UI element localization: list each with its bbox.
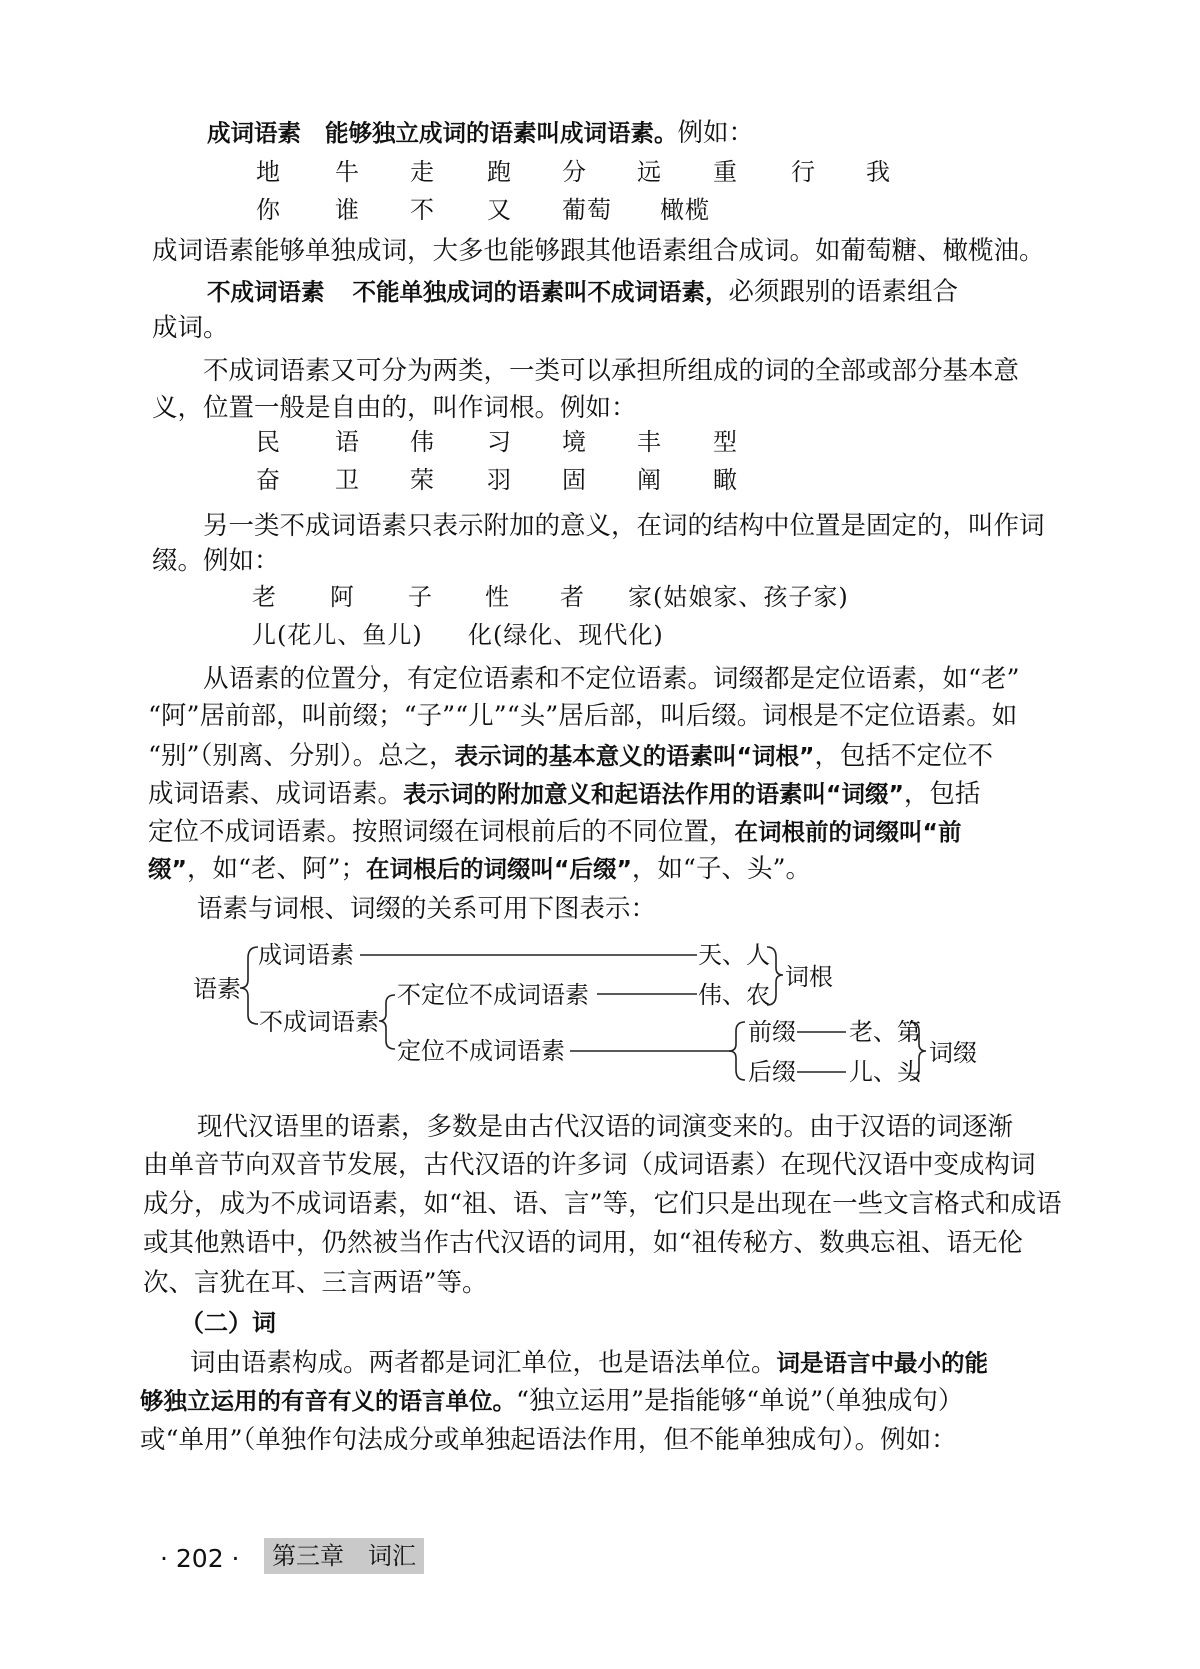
example-morpheme: 性 <box>485 583 510 611</box>
term-chengci: 成词语素 <box>207 119 301 147</box>
brace-root <box>240 947 258 1024</box>
example-morpheme: 走 <box>410 158 435 186</box>
example-morpheme: 型 <box>713 428 738 456</box>
diagram-dingwei: 定位不成词语素 <box>397 1037 565 1065</box>
text: 成词语素、成词语素。 <box>148 779 404 809</box>
text: 定位不成词语素。按照词缀在词根前后的不同位置， <box>148 817 735 847</box>
term-buchengci: 不成词语素 <box>207 278 325 306</box>
example-morpheme: 瞰 <box>713 466 738 494</box>
bold-text: 在词根前的词缀叫“前 <box>734 818 962 846</box>
diagram-suffix: 后缀 <box>748 1058 796 1086</box>
text: ，如“子、头”。 <box>631 854 811 884</box>
example-morpheme: 又 <box>487 196 512 224</box>
diagram-cizhui: 词缀 <box>929 1039 977 1067</box>
text: ，包括 <box>903 779 981 809</box>
diagram-suffix-example: 儿、头 <box>849 1058 921 1086</box>
diagram-chengci-example: 天、人 <box>698 941 770 969</box>
paragraph: 缀。例如： <box>152 546 280 576</box>
example-morpheme: 丰 <box>637 428 662 456</box>
example-morpheme: 境 <box>562 428 587 456</box>
chapter-label: 第三章 词汇 <box>264 1538 424 1574</box>
example-morpheme: 子 <box>408 583 433 611</box>
diagram-buchengci: 不成词语素 <box>259 1008 379 1036</box>
paragraph: 语素与词根、词缀的关系可用下图表示： <box>197 894 657 924</box>
paragraph: 次、言犹在耳、三言两语”等。 <box>143 1268 488 1298</box>
diagram-chengci: 成词语素 <box>258 941 354 969</box>
bold-text: 表示词的基本意义的语素叫“词根” <box>454 742 815 770</box>
diagram-root: 语素 <box>193 975 241 1003</box>
paragraph: 从语素的位置分，有定位语素和不定位语素。词缀都是定位语素，如“老” <box>203 664 1020 694</box>
example-morpheme: 重 <box>713 158 738 186</box>
paragraph: 不成词语素又可分为两类，一类可以承担所组成的词的全部或部分基本意 <box>203 356 1020 386</box>
example-morpheme: 牛 <box>335 158 360 186</box>
text: ，包括不定位不 <box>814 741 993 771</box>
bold-text: 词是语言中最小的能 <box>776 1349 989 1377</box>
text: 例如： <box>677 118 755 148</box>
text: “别”（别离、分别）。总之， <box>148 741 455 771</box>
example-morpheme: 固 <box>562 466 587 494</box>
section-heading: （二）词 <box>180 1309 276 1337</box>
bold-text: 在词根后的词缀叫“后缀” <box>366 855 632 883</box>
paragraph: 或其他熟语中，仍然被当作古代汉语的词用，如“祖传秘方、数典忘祖、语无伦 <box>143 1228 1024 1258</box>
example-morpheme: 葡萄 <box>562 196 612 224</box>
example-morpheme: 你 <box>256 196 281 224</box>
example-morpheme: 语 <box>335 428 360 456</box>
example-morpheme: 远 <box>637 158 662 186</box>
example-morpheme: 民 <box>256 428 281 456</box>
example-morpheme: 伟 <box>410 428 435 456</box>
paragraph: 另一类不成词语素只表示附加的意义，在词的结构中位置是固定的，叫作词 <box>203 511 1045 541</box>
paragraph <box>190 1347 988 1379</box>
paragraph: 成词语素能够单独成词，大多也能够跟其他语素组合成词。如葡萄糖、橄榄油。 <box>152 236 1045 266</box>
example-morpheme: 地 <box>256 158 281 186</box>
example-morpheme: 分 <box>562 158 587 186</box>
example-morpheme: 阐 <box>637 466 662 494</box>
paragraph: “阿”居前部，叫前缀；“子”“儿”“头”居后部，叫后缀。词根是不定位语素。如 <box>148 701 1018 731</box>
bold-text: 缀” <box>148 855 187 883</box>
definition-buchengci: 不能单独成词的语素叫不成词语素， <box>352 278 729 306</box>
diagram-cigen: 词根 <box>785 963 833 991</box>
example-morpheme: 不 <box>410 196 435 224</box>
example-morpheme: 老 <box>252 583 277 611</box>
text: 必须跟别的语素组合 <box>728 277 959 307</box>
text: “独立运用”是指能够“单说”（单独成句） <box>516 1386 964 1416</box>
example-morpheme: 卫 <box>335 466 360 494</box>
example-morpheme: 跑 <box>487 158 512 186</box>
diagram-budingwei-example: 伟、农 <box>698 981 770 1009</box>
bold-text: 表示词的附加意义和起语法作用的语素叫“词缀” <box>403 780 904 808</box>
brace-b <box>379 995 395 1049</box>
example-morpheme: 奋 <box>256 466 281 494</box>
example-morpheme: 荣 <box>410 466 435 494</box>
definition-chengci: 能够独立成词的语素叫成词语素。 <box>325 119 678 147</box>
text: ，如“老、阿”； <box>186 854 367 884</box>
diagram-prefix: 前缀 <box>748 1018 796 1046</box>
text: 词由语素构成。两者都是词汇单位，也是语法单位。 <box>190 1348 777 1378</box>
example-morpheme: 化(绿化、现代化) <box>468 621 664 649</box>
diagram-prefix-example: 老、第 <box>849 1018 921 1046</box>
example-morpheme: 家(姑娘家、孩子家) <box>628 583 849 611</box>
example-morpheme: 习 <box>487 428 512 456</box>
brace-affix <box>729 1022 745 1080</box>
example-morpheme: 者 <box>560 583 585 611</box>
paragraph: 现代汉语里的语素，多数是由古代汉语的词演变来的。由于汉语的词逐渐 <box>197 1112 1014 1142</box>
paragraph: 由单音节向双音节发展，古代汉语的许多词（成词语素）在现代汉语中变成构词 <box>143 1150 1036 1180</box>
paragraph <box>140 1385 963 1417</box>
example-morpheme: 橄榄 <box>660 196 710 224</box>
paragraph: 成分，成为不成词语素，如“祖、语、言”等，它们只是出现在一些文言格式和成语 <box>143 1189 1062 1219</box>
example-morpheme: 羽 <box>487 466 512 494</box>
example-morpheme: 阿 <box>330 583 355 611</box>
paragraph: 或“单用”（单独作句法成分或单独起语法作用，但不能单独成句）。例如： <box>140 1425 957 1455</box>
paragraph: 义，位置一般是自由的，叫作词根。例如： <box>152 393 637 423</box>
text: 成词。 <box>152 313 229 343</box>
example-morpheme: 谁 <box>335 196 360 224</box>
diagram-budingwei: 不定位不成词语素 <box>397 981 589 1009</box>
example-morpheme: 行 <box>791 158 816 186</box>
bold-text: 够独立运用的有音有义的语言单位。 <box>140 1387 516 1415</box>
page-number: · 202 · <box>160 1544 240 1573</box>
example-morpheme: 我 <box>866 158 891 186</box>
example-morpheme: 儿(花儿、鱼儿) <box>252 621 423 649</box>
